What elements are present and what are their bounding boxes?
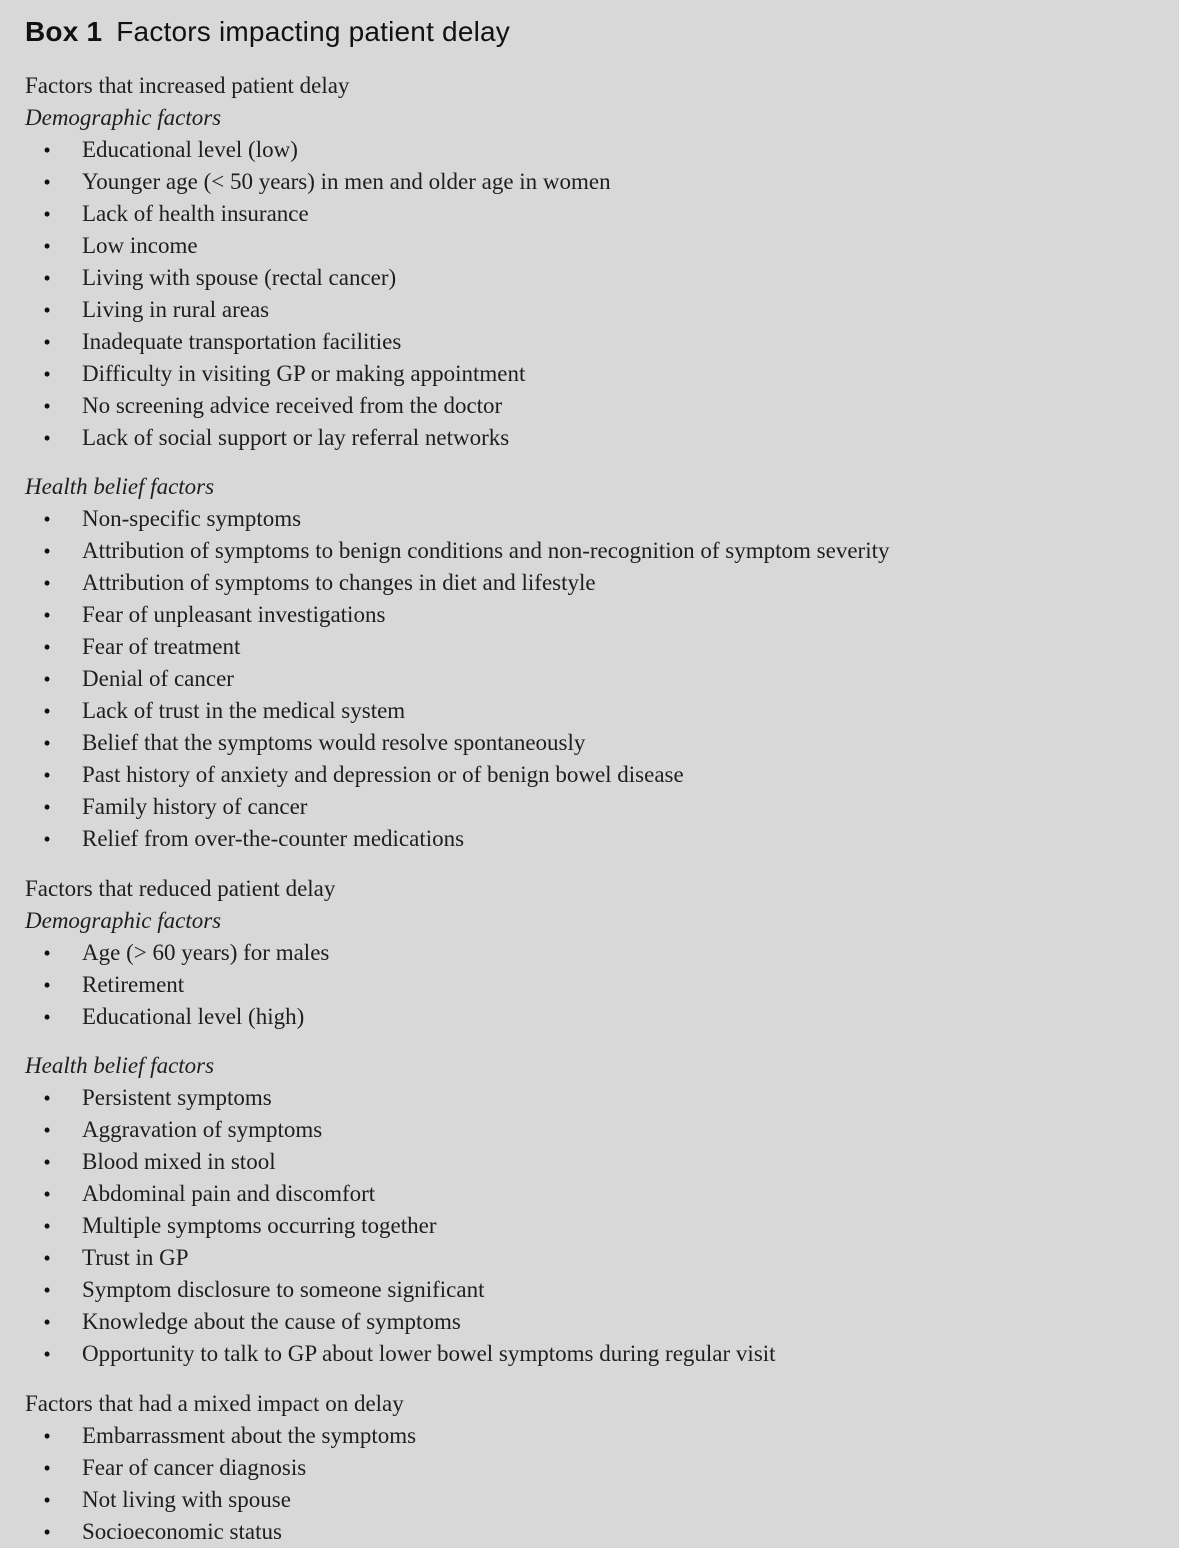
item-text: Low income [82,233,198,258]
list-item [25,1484,1151,1516]
bullet-icon: • [43,571,51,595]
item-text: Past history of anxiety and depression or of benign bowel disease [82,762,684,787]
bullet-icon: • [43,1182,51,1206]
item-text: Knowledge about the cause of symptoms [82,1309,461,1334]
bullet-icon: • [43,1520,51,1544]
bullet-icon: • [43,1005,51,1029]
list-item [25,503,1151,535]
bullet-icon: • [43,699,51,723]
bullet-icon: • [43,394,51,418]
item-text: No screening advice received from the doctor [82,393,503,418]
list-item [25,198,1151,230]
item-text: Fear of unpleasant investigations [82,602,386,627]
bullet-icon: • [43,973,51,997]
factor-group [25,102,1151,454]
bullet-icon: • [43,362,51,386]
section-0 [25,70,1151,855]
item-text: Lack of trust in the medical system [82,698,406,723]
list-item [25,390,1151,422]
item-text: Younger age (< 50 years) in men and older age in women [82,169,611,194]
item-text: Fear of treatment [82,634,241,659]
bullet-icon: • [43,1278,51,1302]
list-item [25,567,1151,599]
bullet-icon: • [43,763,51,787]
bullet-icon: • [43,507,51,531]
factor-list [25,503,1151,855]
item-text: Belief that the symptoms would resolve spontaneously [82,730,586,755]
bullet-icon: • [43,1246,51,1270]
bullet-icon: • [43,941,51,965]
bullet-icon: • [43,1214,51,1238]
bullet-icon: • [43,795,51,819]
list-item [25,1338,1151,1370]
bullet-icon: • [43,539,51,563]
bullet-icon: • [43,202,51,226]
list-item [25,1420,1151,1452]
factor-list [25,1082,1151,1370]
list-item [25,631,1151,663]
list-item [25,1306,1151,1338]
item-text: Living in rural areas [82,297,270,322]
bullet-icon: • [43,1310,51,1334]
section-1 [25,873,1151,1370]
bullet-icon: • [43,1086,51,1110]
item-text: Multiple symptoms occurring together [82,1213,437,1238]
item-text: Inadequate transportation facilities [82,329,402,354]
bullet-icon: • [43,266,51,290]
item-text: Aggravation of symptoms [82,1117,323,1142]
list-item [25,294,1151,326]
item-text: Family history of cancer [82,794,308,819]
list-item [25,1516,1151,1548]
item-text: Trust in GP [82,1245,189,1270]
list-item [25,937,1151,969]
item-text: Fear of cancer diagnosis [82,1455,307,1480]
box-title [25,12,1151,52]
list-item [25,1452,1151,1484]
list-item [25,759,1151,791]
bullet-icon: • [43,298,51,322]
box-title-text: Factors impacting patient delay [116,16,510,47]
list-item [25,1210,1151,1242]
section-heading: Factors that reduced patient delay [25,876,336,901]
list-item [25,326,1151,358]
list-item [25,134,1151,166]
list-item [25,969,1151,1001]
list-item [25,1178,1151,1210]
list-item [25,791,1151,823]
group-subheading: Demographic factors [25,105,222,130]
list-item [25,262,1151,294]
item-text: Educational level (low) [82,137,298,162]
group-subheading: Health belief factors [25,474,215,499]
list-item [25,422,1151,454]
list-item [25,599,1151,631]
bullet-icon: • [43,234,51,258]
item-text: Abdominal pain and discomfort [82,1181,376,1206]
item-text: Blood mixed in stool [82,1149,276,1174]
item-text: Non-specific symptoms [82,506,302,531]
section-2 [25,1388,1151,1548]
bullet-icon: • [43,426,51,450]
list-item [25,823,1151,855]
list-item [25,1082,1151,1114]
factor-group [25,905,1151,1033]
list-item [25,166,1151,198]
item-text: Embarrassment about the symptoms [82,1423,417,1448]
bullet-icon: • [43,603,51,627]
bullet-icon: • [43,827,51,851]
item-text: Living with spouse (rectal cancer) [82,265,397,290]
bullet-icon: • [43,170,51,194]
list-item [25,1146,1151,1178]
factor-list [25,1420,1151,1548]
factor-group [25,471,1151,855]
item-text: Symptom disclosure to someone significant [82,1277,485,1302]
list-item [25,1001,1151,1033]
factor-group [25,1050,1151,1370]
section-heading: Factors that had a mixed impact on delay [25,1391,404,1416]
factor-group [25,1420,1151,1548]
item-text: Attribution of symptoms to changes in diet and lifestyle [82,570,596,595]
bullet-icon: • [43,138,51,162]
list-item [25,695,1151,727]
list-item [25,1274,1151,1306]
item-text: Relief from over-the-counter medications [82,826,465,851]
factor-list [25,937,1151,1033]
list-item [25,358,1151,390]
list-item [25,230,1151,262]
item-text: Opportunity to talk to GP about lower bowel symptoms during regular visit [82,1341,776,1366]
list-item [25,1242,1151,1274]
group-subheading: Demographic factors [25,908,222,933]
item-text: Not living with spouse [82,1487,291,1512]
group-subheading: Health belief factors [25,1053,215,1078]
list-item [25,727,1151,759]
bullet-icon: • [43,731,51,755]
bullet-icon: • [43,1424,51,1448]
item-text: Persistent symptoms [82,1085,272,1110]
bullet-icon: • [43,1342,51,1366]
sections-container [25,70,1151,1548]
bullet-icon: • [43,1118,51,1142]
item-text: Denial of cancer [82,666,234,691]
item-text: Lack of social support or lay referral networks [82,425,510,450]
item-text: Difficulty in visiting GP or making appointment [82,361,526,386]
bullet-icon: • [43,635,51,659]
item-text: Age (> 60 years) for males [82,940,330,965]
bullet-icon: • [43,1488,51,1512]
list-item [25,1114,1151,1146]
bullet-icon: • [43,1150,51,1174]
bullet-icon: • [43,330,51,354]
list-item [25,663,1151,695]
item-text: Lack of health insurance [82,201,309,226]
factor-list [25,134,1151,454]
section-heading: Factors that increased patient delay [25,73,350,98]
item-text: Socioeconomic status [82,1519,282,1544]
bullet-icon: • [43,1456,51,1480]
item-text: Educational level (high) [82,1004,305,1029]
item-text: Attribution of symptoms to benign conditions and non-recognition of symptom severity [82,538,890,563]
box-label: Box 1 [25,16,103,47]
item-text: Retirement [82,972,185,997]
bullet-icon: • [43,667,51,691]
list-item [25,535,1151,567]
